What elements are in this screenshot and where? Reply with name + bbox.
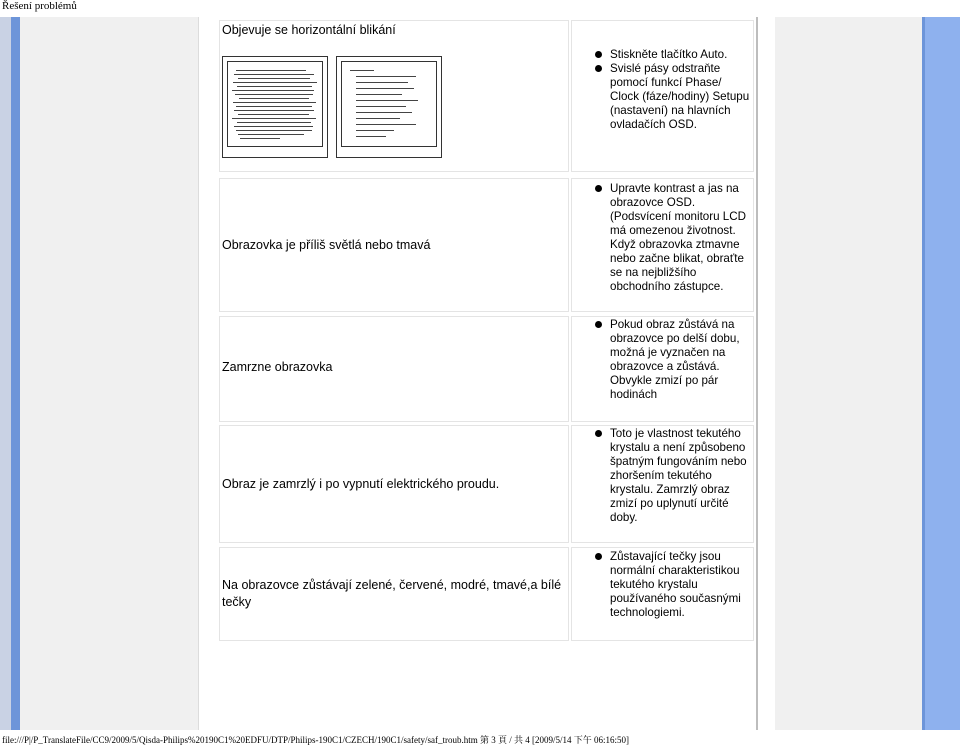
monitor-normal-illustration [336,56,442,158]
solution-text [594,182,750,294]
page-title: Řešení problémů [2,0,77,12]
normal-screen [341,61,437,147]
monitor-flicker-illustration [222,56,328,158]
solution-text [594,427,750,525]
solution-item: Upravte kontrast a jas na obrazovce OSD. (Podsvícení monitoru LCD má omezenou životnost. Když obrazovka ztmavne nebo začne blikat, obraťte se na nejbližšího obchodního zástupce. [594,182,750,294]
solution-item: Stiskněte tlačítko Auto. [594,48,750,62]
solution-item: Svislé pásy odstraňte pomocí funkcí Phase/ Clock (fáze/hodiny) Setupu (nastavení) na hlavních ovladačích OSD. [594,62,750,132]
solution-item: Zůstavající tečky jsou normální charakteristikou tekutého krystalu používaného současnými technologiemi. [594,550,750,620]
right-margin [775,17,922,730]
left-margin [20,17,198,730]
left-edge [198,17,199,730]
footer-path: file:///P|/P_TranslateFile/CC9/2009/5/Qisda-Philips%20190C1%20EDFU/DTP/Philips-190C1/CZECH/190C1/safety/saf_troub.htm 第 3 頁 / 共 4 [2009/5/14 下午 06:16:50] [2,735,629,745]
problem-text: Obrazovka je příliš světlá nebo tmavá [222,238,431,252]
left-frame-bar [0,17,11,730]
solution-item: Pokud obraz zůstává na obrazovce po delší dobu, možná je vyznačen na obrazovce a zůstává. Obvykle zmizí po pár hodinách [594,318,750,402]
solution-text [594,318,750,402]
right-divider [756,17,758,730]
problem-text: Na obrazovce zůstávají zelené, červené, modré, tmavé,a bílé tečky [222,578,562,609]
problem-text: Zamrzne obrazovka [222,360,333,374]
problem-text: Objevuje se horizontální blikání [222,23,396,37]
left-blue-stripe [11,17,20,730]
solution-text [594,550,750,620]
problem-text: Obraz je zamrzlý i po vypnutí elektrického proudu. [222,477,500,491]
solution-item: Toto je vlastnost tekutého krystalu a není způsobeno špatným fungováním nebo zhoršením tekutého krystalu. Zamrzlý obraz zmizí po uplynutí určité doby. [594,427,750,525]
flicker-screen [227,61,323,147]
solution-text [594,48,750,132]
right-blue-stripe [922,17,960,730]
